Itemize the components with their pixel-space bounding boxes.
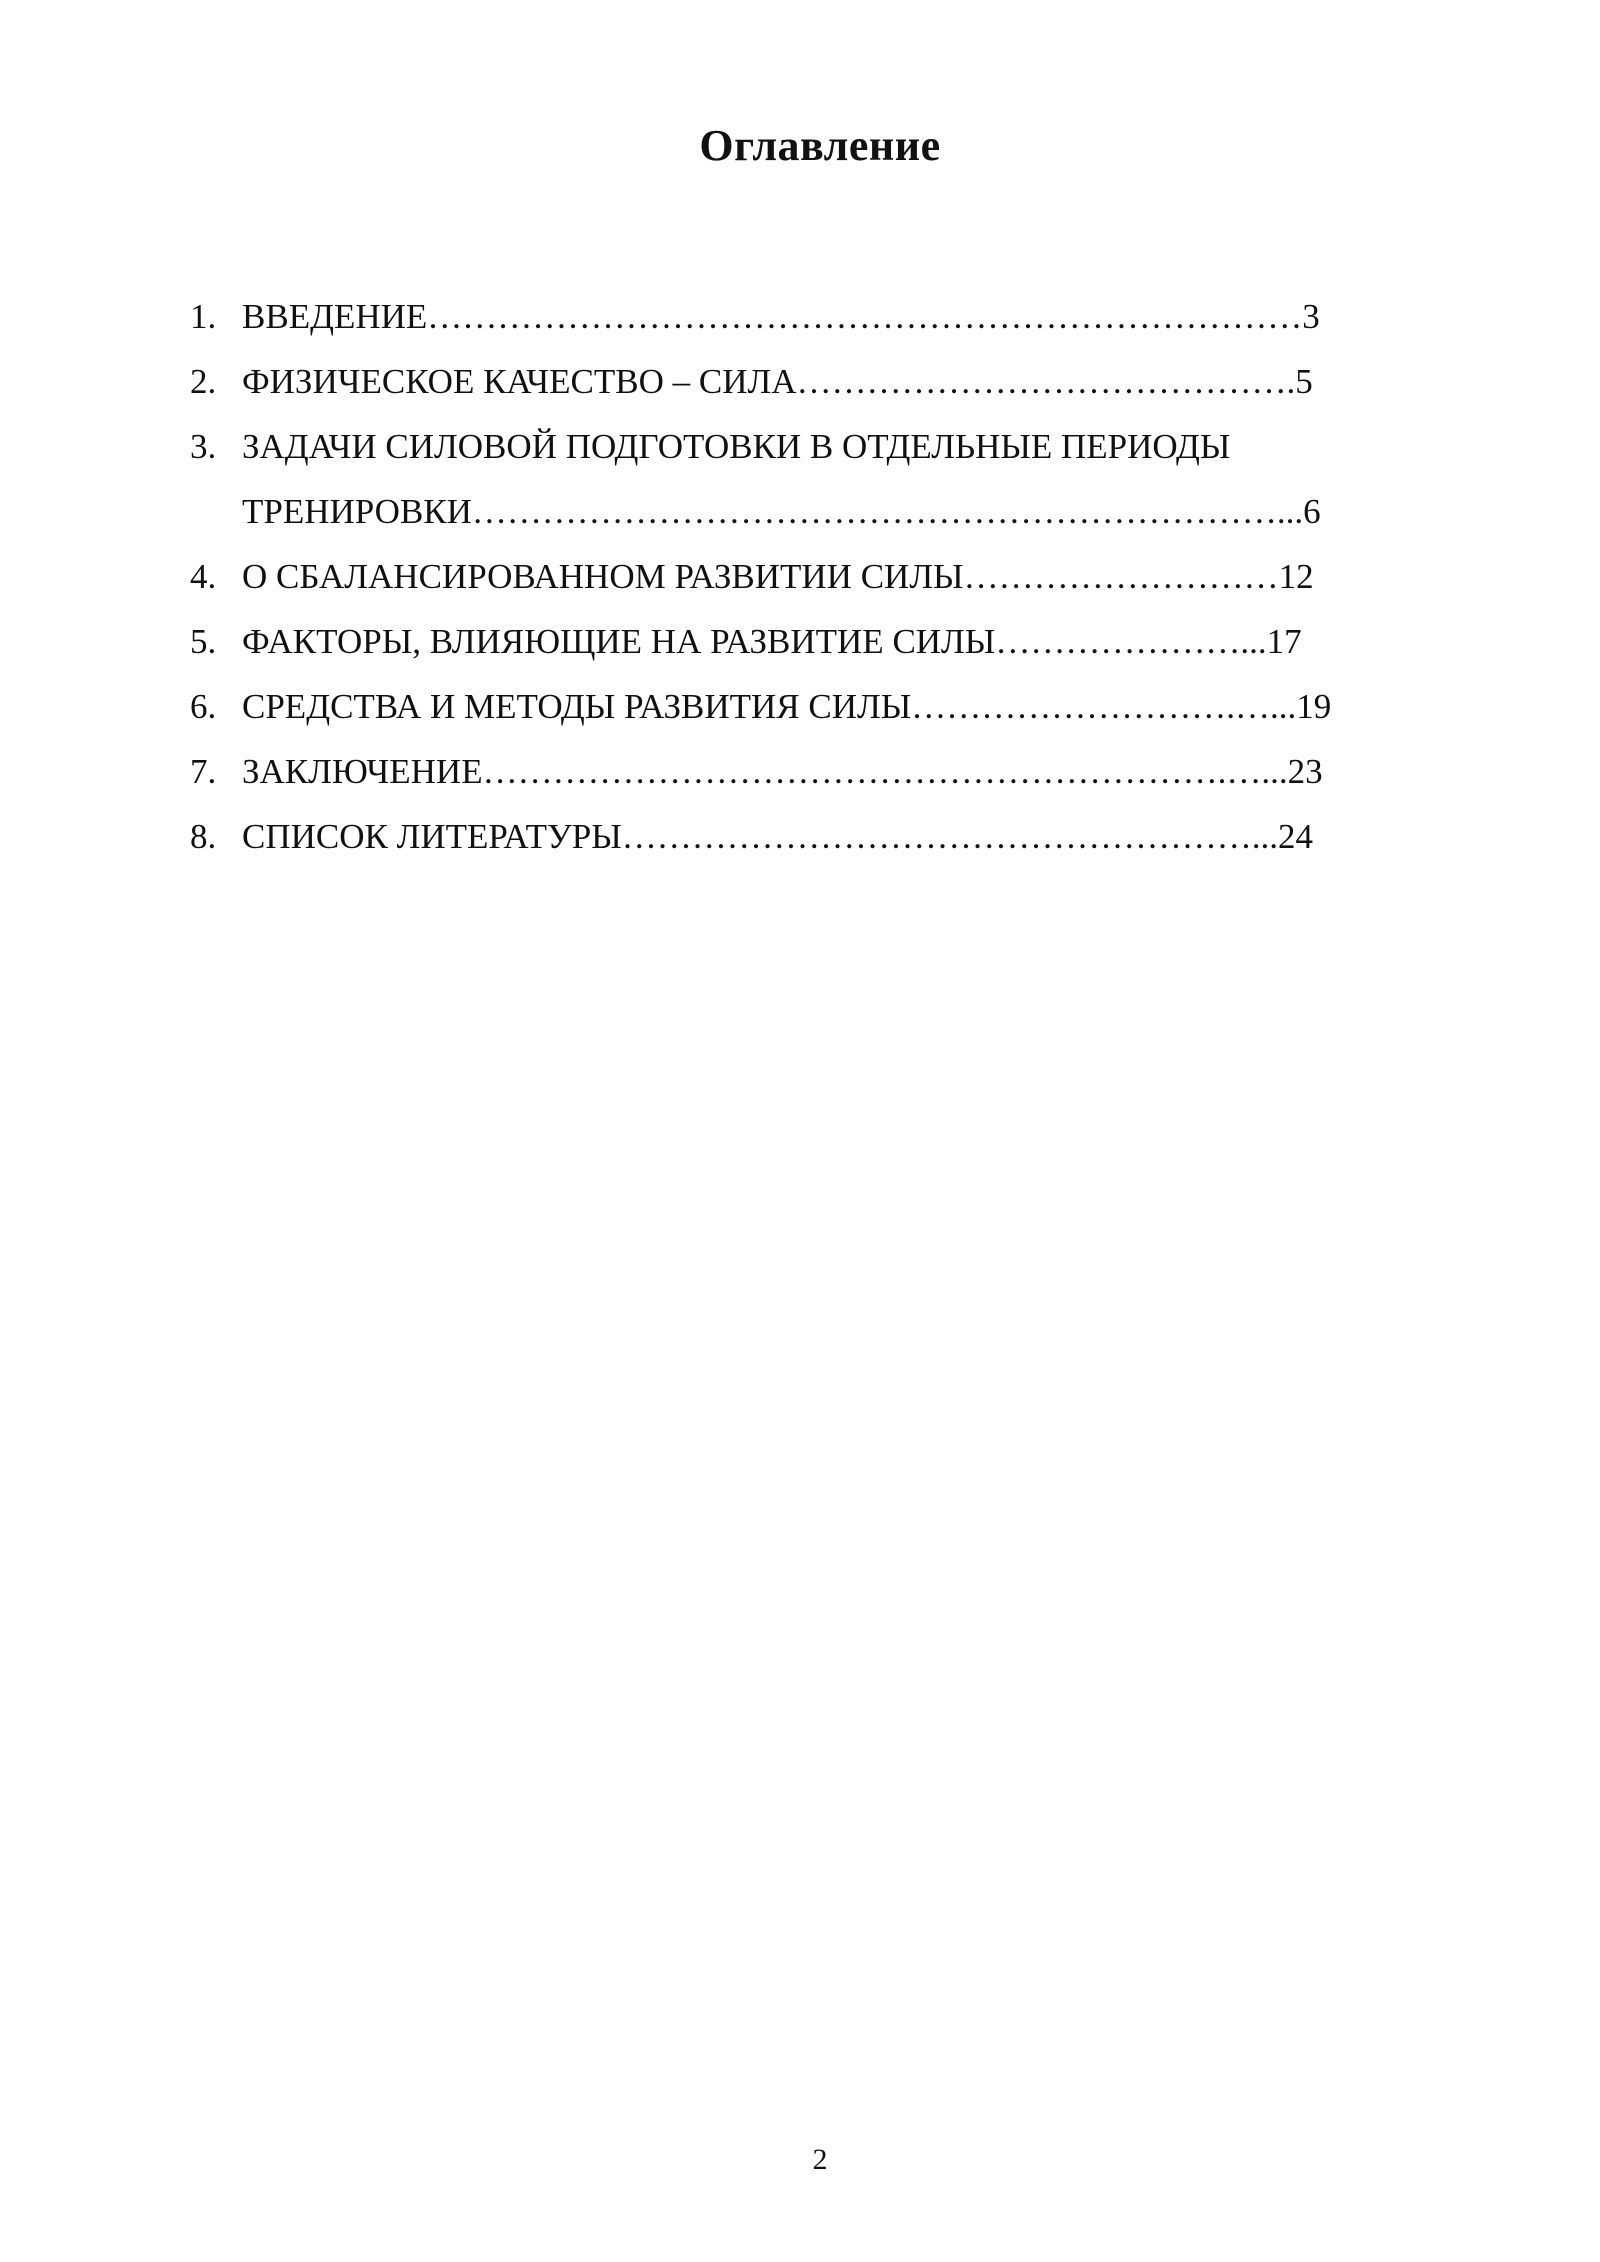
toc-entry-number: 6. [190, 687, 217, 726]
page-title: Оглавление [699, 121, 941, 170]
table-of-contents [190, 284, 1420, 869]
toc-entry-conclusion [190, 739, 1420, 804]
toc-entry-text: ЗАДАЧИ СИЛОВОЙ ПОДГОТОВКИ В ОТДЕЛЬНЫЕ ПЕРИОДЫ [242, 427, 1231, 466]
toc-entry-number: 3. [190, 427, 217, 466]
toc-entry-number: 1. [190, 297, 217, 336]
page-number: 2 [812, 2143, 828, 2176]
toc-entry-introduction [190, 284, 1420, 349]
toc-entry-methods [190, 674, 1420, 739]
toc-entry-text: ФАКТОРЫ, ВЛИЯЮЩИЕ НА РАЗВИТИЕ СИЛЫ…………………...17 [242, 622, 1302, 661]
toc-entry-number: 5. [190, 622, 217, 661]
toc-entry-text: ВВЕДЕНИЕ…………………………………………………………………3 [242, 297, 1320, 336]
toc-entry-factors [190, 609, 1420, 674]
toc-entry-number: 8. [190, 817, 217, 856]
toc-entry-text-continuation: ТРЕНИРОВКИ……………………………………………………………...6 [242, 492, 1321, 531]
toc-entry-bibliography [190, 804, 1420, 869]
toc-entry-text: О СБАЛАНСИРОВАННОМ РАЗВИТИИ СИЛЫ………………………12 [242, 557, 1314, 596]
toc-entry-number: 2. [190, 362, 217, 401]
toc-entry-text: ЗАКЛЮЧЕНИЕ……………………………………………………….…...23 [242, 752, 1323, 791]
toc-entry-number: 4. [190, 557, 217, 596]
toc-entry-number: 7. [190, 752, 217, 791]
toc-entry-text: СРЕДСТВА И МЕТОДЫ РАЗВИТИЯ СИЛЫ……………………….…...19 [242, 687, 1332, 726]
toc-entry-text: ФИЗИЧЕСКОЕ КАЧЕСТВО – СИЛА…………………………………….5 [242, 362, 1313, 401]
toc-entry-training-tasks [190, 414, 1420, 544]
toc-entry-balanced-development [190, 544, 1420, 609]
toc-entry-text: СПИСОК ЛИТЕРАТУРЫ………………………………………………...24 [242, 817, 1313, 856]
toc-entry-strength-quality [190, 349, 1420, 414]
